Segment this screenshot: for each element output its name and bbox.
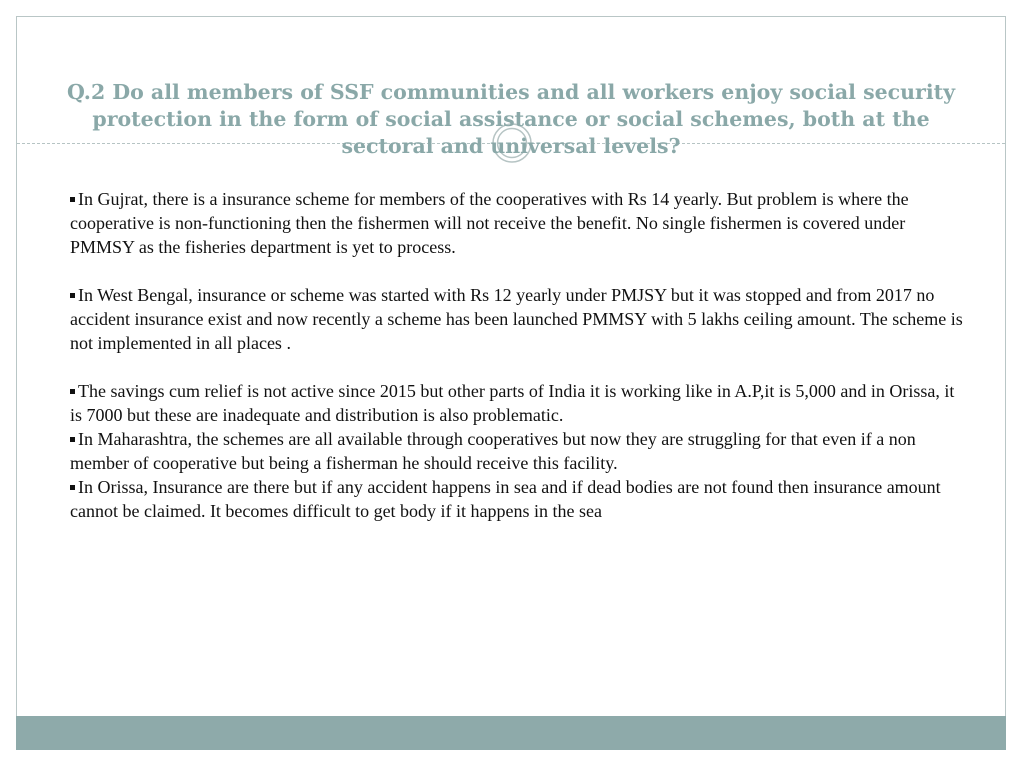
slide-frame [16,16,1006,750]
footer-bar [16,716,1006,750]
bullet-paragraph [70,427,970,475]
square-bullet-icon [70,437,75,442]
paragraph-text: In Gujrat, there is a insurance scheme for members of the cooperatives with Rs 14 yearly. But problem is where the cooperative is non-functioning then the fishermen will not receive the benefit. No single fishermen is covered under PMMSY as the fisheries department is yet to process. [70,189,909,257]
bullet-paragraph [70,379,970,427]
square-bullet-icon [70,485,75,490]
paragraph-text: In Orissa, Insurance are there but if any accident happens in sea and if dead bodies are not found then insurance amount cannot be claimed. It becomes difficult to get body if it happens in the sea [70,477,941,521]
square-bullet-icon [70,197,75,202]
square-bullet-icon [70,389,75,394]
slide-title: Q.2 Do all members of SSF communities and all workers enjoy social security protection in the form of social assistance or social schemes, both at the sectoral and universal levels? [66,80,956,158]
bullet-paragraph [70,283,970,355]
slide-body [70,187,970,523]
bullet-paragraph [70,475,970,523]
paragraph-text: The savings cum relief is not active since 2015 but other parts of India it is working like in A.P,it is 5,000 and in Orissa, it is 7000 but these are inadequate and distribution is also problematic. [70,381,955,425]
square-bullet-icon [70,293,75,298]
paragraph-text: In West Bengal, insurance or scheme was started with Rs 12 yearly under PMJSY but it was stopped and from 2017 no accident insurance exist and now recently a scheme has been launched PMMSY with 5 lakhs ceiling amount. The scheme is not implemented in all places . [70,285,963,353]
bullet-paragraph [70,187,970,259]
paragraph-text: In Maharashtra, the schemes are all available through cooperatives but now they are struggling for that even if a non member of cooperative but being a fisherman he should receive this facility. [70,429,916,473]
